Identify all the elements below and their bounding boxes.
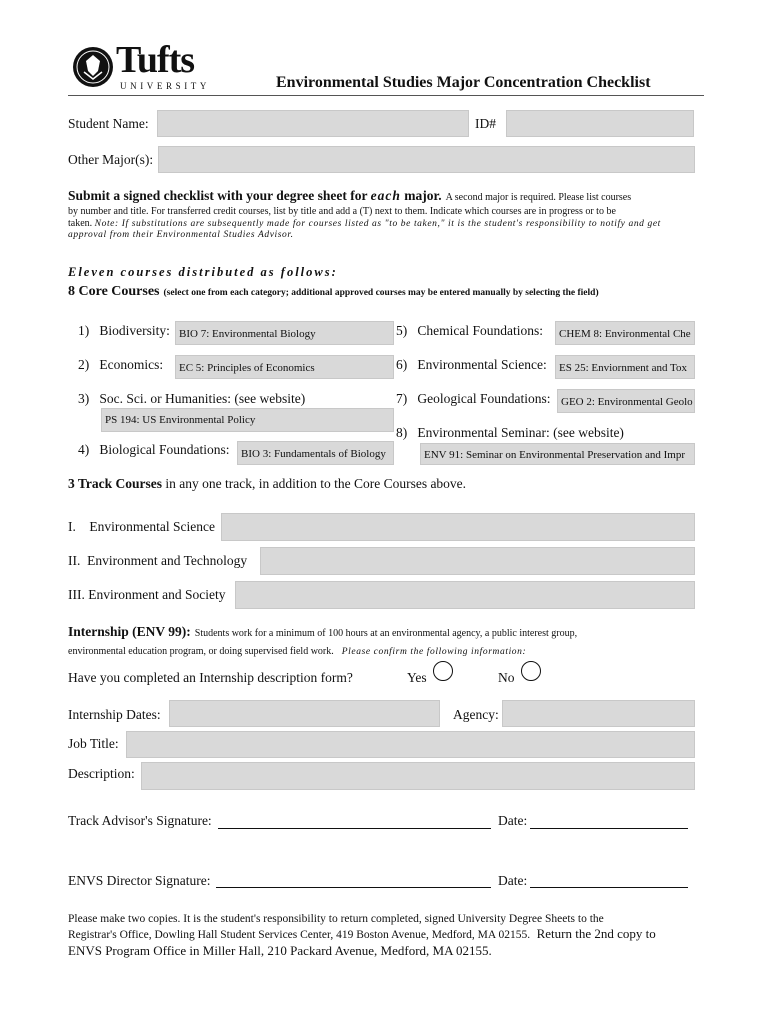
- core-item-3-label: 3) Soc. Sci. or Humanities: (see website): [78, 391, 306, 406]
- no-label: No: [498, 670, 515, 685]
- core-item-5-label: 5) Chemical Foundations:: [396, 323, 543, 338]
- id-label: ID#: [475, 116, 496, 131]
- track-item-1-field[interactable]: [221, 513, 695, 541]
- core-item-4-label: 4) Biological Foundations:: [78, 442, 230, 457]
- agency-field[interactable]: [502, 700, 695, 727]
- logo-wordmark: Tufts: [116, 39, 195, 81]
- footer-note: [68, 913, 708, 959]
- track-item-2-field[interactable]: [260, 547, 695, 575]
- director-date-line[interactable]: [530, 887, 688, 888]
- footer-line1: Please make two copies. It is the student's responsibility to return completed, signed University Degree Sheets to the: [68, 913, 604, 925]
- advisor-date-line[interactable]: [530, 828, 688, 829]
- page-title: Environmental Studies Major Concentration Checklist: [276, 74, 651, 91]
- core-title: 8 Core Courses: [68, 284, 160, 299]
- director-signature-label: ENVS Director Signature:: [68, 873, 211, 888]
- track-heading: [68, 476, 466, 492]
- core-item-4-field[interactable]: BIO 3: Fundamentals of Biology: [237, 441, 394, 465]
- internship-title: Internship (ENV 99):: [68, 624, 191, 639]
- header-rule: [68, 95, 704, 96]
- core-item-3-field[interactable]: PS 194: US Environmental Policy: [101, 408, 394, 432]
- internship-dates-label: Internship Dates:: [68, 707, 161, 722]
- student-name-field[interactable]: [157, 110, 469, 137]
- track-item-2-label: II. Environment and Technology: [68, 553, 248, 568]
- footer-line2a: Registrar's Office, Dowling Hall Student Services Center, 419 Boston Avenue, Medford, MA 02155.: [68, 929, 531, 941]
- director-signature-line[interactable]: [216, 887, 491, 888]
- instructions: [68, 187, 704, 240]
- student-name-label: Student Name:: [68, 116, 149, 131]
- advisor-date-label: Date:: [498, 813, 528, 828]
- other-major-field[interactable]: [158, 146, 695, 173]
- note-line2: approval from their Environmental Studies Advisor.: [68, 230, 294, 240]
- core-note: (select one from each category; additional approved courses may be entered manually by selecting the field): [163, 288, 599, 298]
- advisor-signature-label: Track Advisor's Signature:: [68, 813, 212, 828]
- note-line1: Note: If substitutions are subsequently made for courses listed as "to be taken," it is the student's responsibility to notify and get: [94, 219, 661, 229]
- eleven-courses-heading: Eleven courses distributed as follows:: [68, 265, 338, 279]
- logo-subtitle: UNIVERSITY: [120, 81, 210, 91]
- yes-radio[interactable]: [433, 661, 453, 681]
- description-field[interactable]: [141, 762, 695, 790]
- track-item-3-label: III. Environment and Society: [68, 587, 226, 602]
- track-item-3-field[interactable]: [235, 581, 695, 609]
- core-item-5-field[interactable]: CHEM 8: Environmental Che: [555, 321, 695, 345]
- instructions-line1: A second major is required. Please list courses: [445, 192, 632, 203]
- instructions-lead: Submit a signed checklist with your degree sheet for: [68, 188, 371, 203]
- job-title-field[interactable]: [126, 731, 695, 758]
- core-item-8-field[interactable]: ENV 91: Seminar on Environmental Preservation and Impr: [420, 443, 695, 465]
- internship-line2: [68, 641, 526, 659]
- yes-label: Yes: [407, 670, 427, 685]
- other-major-label: Other Major(s):: [68, 152, 154, 167]
- director-date-label: Date:: [498, 873, 528, 888]
- instructions-tail: major.: [400, 188, 442, 203]
- track-title: 3 Track Courses: [68, 476, 162, 491]
- internship-text1: Students work for a minimum of 100 hours at an environmental agency, a public interest group,: [194, 628, 578, 639]
- internship-heading: [68, 623, 577, 641]
- footer-line2b: Return the 2nd copy to: [530, 926, 656, 941]
- instructions-line3: taken.: [68, 218, 93, 229]
- core-item-6-label: 6) Environmental Science:: [396, 357, 547, 372]
- core-item-1-label: 1) Biodiversity:: [78, 323, 170, 338]
- job-title-label: Job Title:: [68, 736, 119, 751]
- internship-question: Have you completed an Internship description form?: [68, 670, 353, 685]
- agency-label: Agency:: [453, 707, 499, 722]
- track-item-1-label: I. Environmental Science: [68, 519, 215, 534]
- internship-dates-field[interactable]: [169, 700, 440, 727]
- track-heading-rest: in any one track, in addition to the Core Courses above.: [162, 476, 467, 491]
- footer-line3: ENVS Program Office in Miller Hall, 210 Packard Avenue, Medford, MA 02155.: [68, 943, 492, 958]
- core-item-7-field[interactable]: GEO 2: Environmental Geolo: [557, 389, 695, 413]
- internship-text2: environmental education program, or doing supervised field work.: [68, 646, 334, 657]
- advisor-signature-line[interactable]: [218, 828, 491, 829]
- no-radio[interactable]: [521, 661, 541, 681]
- core-item-2-label: 2) Economics:: [78, 357, 164, 372]
- core-heading: [68, 282, 599, 300]
- core-item-8-label: 8) Environmental Seminar: (see website): [396, 425, 624, 440]
- description-label: Description:: [68, 766, 135, 781]
- core-item-6-field[interactable]: ES 25: Enviornment and Tox: [555, 355, 695, 379]
- id-field[interactable]: [506, 110, 694, 137]
- tufts-logo: [72, 39, 212, 92]
- tufts-seal-icon: [72, 46, 114, 88]
- instructions-each: each: [370, 188, 401, 203]
- internship-confirm: Please confirm the following information:: [341, 647, 527, 657]
- core-item-1-field[interactable]: BIO 7: Environmental Biology: [175, 321, 394, 345]
- core-item-2-field[interactable]: EC 5: Principles of Economics: [175, 355, 394, 379]
- core-item-7-label: 7) Geological Foundations:: [396, 391, 551, 406]
- instructions-line2: by number and title. For transferred credit courses, list by title and add a (T) next to them. Indicate which courses are in progress or to be: [68, 206, 616, 217]
